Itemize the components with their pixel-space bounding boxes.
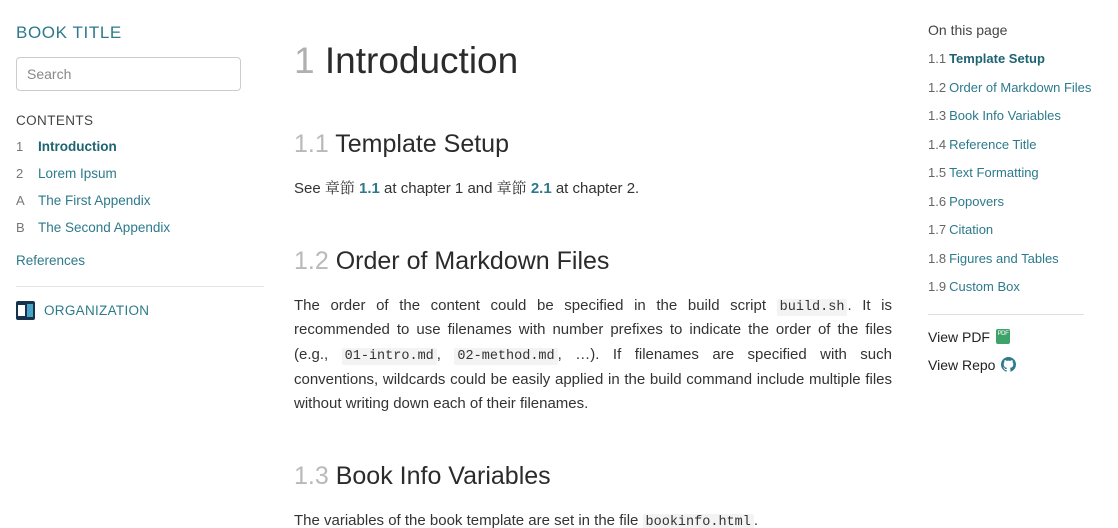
paragraph-1-3 — [294, 509, 892, 528]
rail-item-figures-and-tables[interactable] — [928, 250, 1092, 268]
rail-number: 1.3 — [928, 108, 947, 124]
rail-number: 1.8 — [928, 250, 947, 266]
inline-code: 02-method.md — [454, 348, 557, 365]
text-fragment: , — [436, 345, 455, 363]
rail-item-template-setup[interactable] — [928, 50, 1092, 68]
text-fragment: at chapter 1 and 章節 — [379, 179, 531, 197]
rail-item-label[interactable]: Text Formatting — [949, 165, 1039, 181]
cross-reference-link[interactable]: 2.1 — [530, 179, 552, 197]
section-title: Book Info Variables — [335, 462, 551, 491]
rail-item-order-of-markdown-files[interactable] — [928, 79, 1092, 97]
page-title — [294, 38, 892, 84]
rail-item-book-info-variables[interactable] — [928, 107, 1092, 125]
rail-item-label[interactable]: Popovers — [949, 193, 1004, 209]
sidebar-item-label[interactable]: The Second Appendix — [38, 219, 171, 235]
on-this-page-title: On this page — [928, 22, 1008, 38]
sidebar-item-first-appendix[interactable] — [16, 192, 264, 210]
view-pdf-link[interactable] — [928, 329, 1092, 345]
rail-number: 1.7 — [928, 222, 947, 238]
rail-item-label[interactable]: Template Setup — [949, 51, 1045, 66]
rail-item-label[interactable]: Order of Markdown Files — [949, 79, 1092, 95]
rail-number: 1.9 — [928, 279, 947, 295]
rail-item-reference-title[interactable] — [928, 136, 1092, 154]
paragraph-1-1 — [294, 177, 892, 201]
rail-number: 1.1 — [928, 51, 947, 66]
rail-number: 1.6 — [928, 193, 947, 209]
text-fragment: The order of the content could be specified in the build script — [294, 296, 777, 314]
main-content — [280, 0, 920, 528]
sidebar-divider — [16, 286, 264, 287]
toc-number: 2 — [16, 165, 24, 181]
sidebar-item-second-appendix[interactable] — [16, 219, 264, 237]
sidebar — [0, 0, 280, 528]
text-fragment: at chapter 2. — [551, 179, 640, 197]
view-repo-label[interactable]: View Repo — [928, 356, 996, 373]
rail-divider — [928, 314, 1084, 315]
section-heading-1-2 — [294, 245, 892, 278]
text-fragment: , …). If filenames are specified with such conventions, wildcards could be easily applied in the build command include multiple files without writing down each of their filenames. — [294, 345, 892, 412]
sidebar-item-label[interactable]: Lorem Ipsum — [38, 165, 117, 181]
text-fragment: . It is recommended to use filenames with number prefixes to indicate the order of the files (e.g., — [294, 296, 893, 363]
organization-label[interactable]: ORGANIZATION — [44, 302, 150, 318]
pdf-icon — [996, 329, 1010, 344]
inline-code: build.sh — [777, 299, 848, 316]
inline-code: bookinfo.html — [643, 514, 754, 528]
rail-item-citation[interactable] — [928, 221, 1092, 239]
sidebar-item-label[interactable]: Introduction — [38, 139, 117, 154]
sidebar-item-introduction[interactable] — [16, 138, 264, 156]
toc-number: B — [16, 219, 25, 235]
rail-item-text-formatting[interactable] — [928, 164, 1092, 182]
sidebar-item-lorem-ipsum[interactable] — [16, 165, 264, 183]
sidebar-item-label[interactable]: The First Appendix — [38, 192, 151, 208]
book-title: BOOK TITLE — [16, 23, 122, 42]
text-fragment: See 章節 — [294, 179, 360, 197]
organization-link[interactable] — [16, 301, 264, 320]
chapter-title: Introduction — [324, 40, 519, 81]
organization-logo-icon — [16, 301, 35, 320]
section-number: 1.1 — [294, 130, 329, 159]
on-this-page-nav — [920, 0, 1106, 528]
view-repo-link[interactable] — [928, 357, 1092, 373]
text-fragment: . — [753, 511, 759, 528]
section-heading-1-3 — [294, 460, 892, 493]
contents-label: CONTENTS — [16, 113, 94, 128]
rail-item-label[interactable]: Book Info Variables — [949, 108, 1061, 124]
paragraph-1-2 — [294, 294, 892, 417]
cross-reference-link[interactable]: 1.1 — [359, 179, 380, 197]
chapter-number: 1 — [294, 40, 315, 81]
toc-number: A — [16, 192, 25, 208]
inline-code: 01-intro.md — [342, 348, 437, 365]
text-fragment: The variables of the book template are set in the file — [294, 511, 643, 528]
rail-item-label[interactable]: Custom Box — [949, 279, 1020, 295]
sidebar-item-label[interactable]: References — [16, 252, 86, 268]
rail-number: 1.5 — [928, 165, 947, 181]
rail-item-label[interactable]: Figures and Tables — [949, 250, 1059, 266]
rail-number: 1.4 — [928, 136, 947, 152]
section-number: 1.3 — [294, 462, 329, 491]
section-title: Order of Markdown Files — [335, 247, 610, 276]
section-title: Template Setup — [335, 130, 509, 159]
sidebar-item-references[interactable] — [16, 253, 264, 268]
view-pdf-label[interactable]: View PDF — [928, 328, 990, 345]
rail-item-label[interactable]: Citation — [949, 222, 994, 238]
toc-number: 1 — [16, 139, 24, 154]
table-of-contents — [16, 138, 264, 237]
rail-number: 1.2 — [928, 79, 947, 95]
rail-item-popovers[interactable] — [928, 193, 1092, 211]
github-icon — [1001, 357, 1016, 372]
section-heading-1-1 — [294, 128, 892, 161]
section-number: 1.2 — [294, 247, 329, 276]
rail-item-label[interactable]: Reference Title — [949, 136, 1037, 152]
rail-item-custom-box[interactable] — [928, 278, 1092, 296]
search-input[interactable] — [16, 57, 241, 91]
